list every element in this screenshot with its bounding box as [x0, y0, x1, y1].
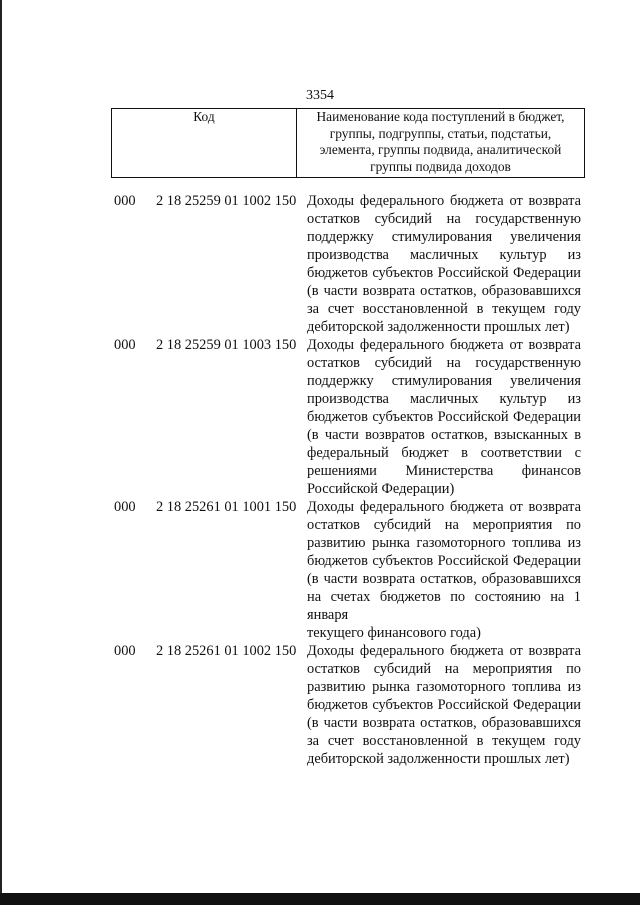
description-line: поддержку стимулирования увеличения	[307, 229, 581, 245]
group-code: 000	[114, 193, 136, 209]
description-line: производства масличных культур из	[307, 247, 581, 263]
income-code: 2 18 25259 01 1002 150	[156, 193, 297, 209]
description-line: Доходы федерального бюджета от возврата	[307, 643, 581, 659]
header-name-line: группы подвида доходов	[370, 158, 511, 174]
header-name-line: элемента, группы подвида, аналитической	[319, 142, 562, 157]
scan-edge	[0, 0, 2, 905]
code-row	[111, 336, 585, 498]
description-line: бюджетов субъектов Российской Федерации	[307, 409, 581, 425]
description-line: (в части возврата остатков, образовавшихся	[307, 283, 581, 299]
description-line: (в части возврата остатков, образовавшихся	[307, 715, 581, 731]
description-line: дебиторской задолженности прошлых лет)	[307, 751, 570, 767]
scan-border	[0, 893, 640, 905]
description-line: бюджетов субъектов Российской Федерации	[307, 553, 581, 569]
description-line: развитию рынка газомоторного топлива из	[307, 679, 581, 695]
description-line: текущего финансового года)	[307, 625, 481, 641]
code-description	[307, 498, 581, 642]
description-line: производства масличных культур из	[307, 391, 581, 407]
code-list	[111, 192, 585, 768]
group-code: 000	[114, 643, 136, 659]
description-line: федеральный бюджет в соответствии с	[307, 445, 581, 461]
code-row	[111, 498, 585, 642]
income-code: 2 18 25259 01 1003 150	[156, 337, 297, 353]
description-line: остатков субсидий на государственную	[307, 355, 581, 371]
income-code: 2 18 25261 01 1001 150	[156, 499, 297, 515]
group-code: 000	[114, 499, 136, 515]
description-line: за счет восстановленной в текущем году	[307, 733, 581, 749]
header-table	[111, 108, 585, 178]
header-name	[297, 109, 585, 178]
page-number: 3354	[306, 88, 334, 103]
description-line: развитию рынка газомоторного топлива из	[307, 535, 581, 551]
description-line: остатков субсидий на государственную	[307, 211, 581, 227]
description-line: остатков субсидий на мероприятия по	[307, 661, 581, 677]
description-line: остатков субсидий на мероприятия по	[307, 517, 581, 533]
description-line: Доходы федерального бюджета от возврата	[307, 193, 581, 209]
code-row	[111, 192, 585, 336]
header-name-line: группы, подгруппы, статьи, подстатьи,	[329, 125, 552, 141]
description-line: на счетах бюджетов по состоянию на 1 января	[307, 589, 581, 623]
header-code: Код	[112, 109, 297, 178]
description-line: бюджетов субъектов Российской Федерации	[307, 697, 581, 713]
description-line: Доходы федерального бюджета от возврата	[307, 499, 581, 515]
description-line: поддержку стимулирования увеличения	[307, 373, 581, 389]
description-line: за счет восстановленной в текущем году	[307, 301, 581, 317]
code-description	[307, 192, 581, 336]
description-line: Российской Федерации)	[307, 481, 455, 497]
description-line: Доходы федерального бюджета от возврата	[307, 337, 581, 353]
code-description	[307, 642, 581, 768]
income-code: 2 18 25261 01 1002 150	[156, 643, 297, 659]
code-row	[111, 642, 585, 768]
description-line: (в части возврата остатков, образовавшихся	[307, 571, 581, 587]
description-line: бюджетов субъектов Российской Федерации	[307, 265, 581, 281]
group-code: 000	[114, 337, 136, 353]
description-line: решениями Министерства финансов	[307, 463, 581, 479]
code-description	[307, 336, 581, 498]
header-name-line: Наименование кода поступлений в бюджет,	[316, 109, 565, 124]
description-line: дебиторской задолженности прошлых лет)	[307, 319, 570, 335]
description-line: (в части возвратов остатков, взысканных в	[307, 427, 581, 443]
